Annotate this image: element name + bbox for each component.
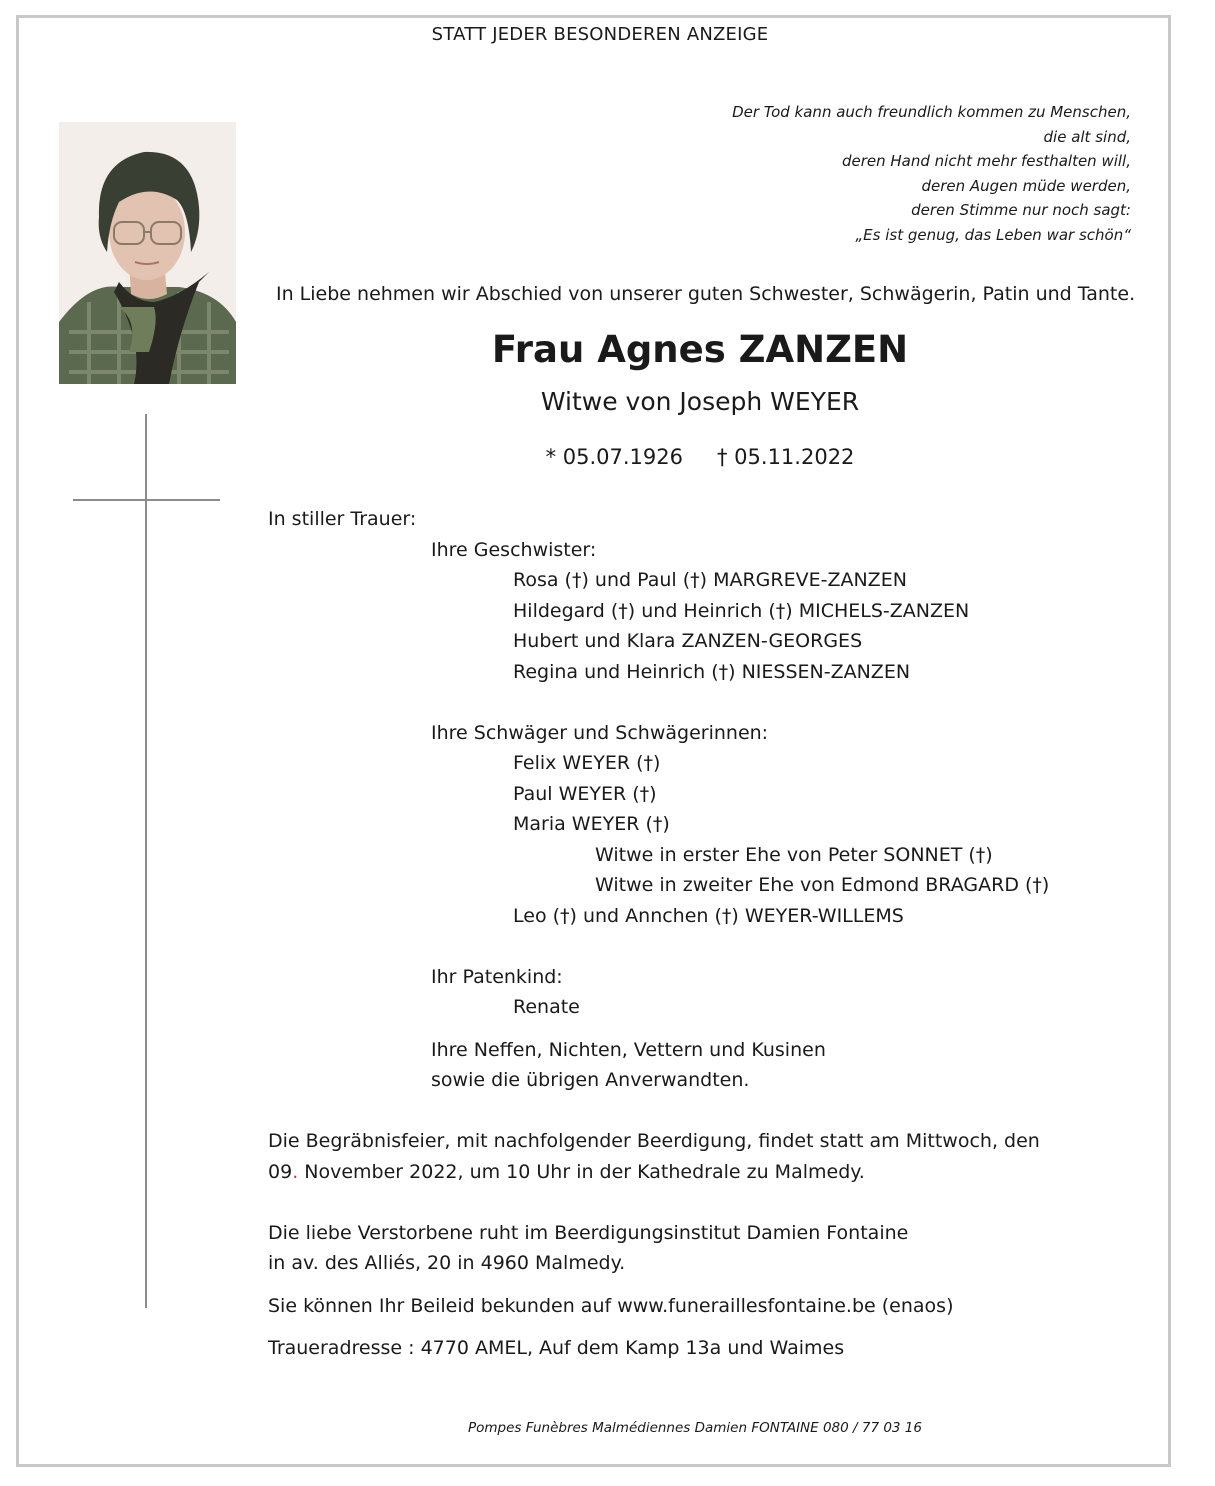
mourning-address: Traueradresse : 4770 AMEL, Auf dem Kamp 13a und Waimes [268,1337,845,1359]
resting-line: in av. des Alliés, 20 in 4960 Malmedy. [268,1252,626,1274]
poem-quote [732,100,1131,247]
funeral-line: Die Begräbnisfeier, mit nachfolgender Beerdigung, findet statt am Mittwoch, den [268,1130,1040,1152]
resting-line: Die liebe Verstorbene ruht im Beerdigungsinstitut Damien Fontaine [268,1222,909,1244]
inlaw-entry: Paul WEYER (†) [513,783,657,805]
godchild-name: Renate [513,996,580,1018]
condolence-line: Sie können Ihr Beileid bekunden auf www.funeraillesfontaine.be (enaos) [268,1295,954,1317]
relatives-line: Ihre Neffen, Nichten, Vettern und Kusinen [431,1039,826,1061]
cross-icon-bar [73,499,220,501]
quote-line: die alt sind, [1043,127,1131,146]
death-date: † 05.11.2022 [717,445,855,469]
quote-line: deren Augen müde werden, [921,176,1131,195]
quote-line: deren Stimme nur noch sagt: [911,201,1131,219]
inlaw-entry: Felix WEYER (†) [513,752,661,774]
deceased-name: Frau Agnes ZANZEN [491,328,909,371]
inlaws-heading: Ihre Schwäger und Schwägerinnen: [431,722,769,744]
relatives-line: sowie die übrigen Anverwandten. [431,1069,750,1091]
sibling-entry: Hildegard (†) und Heinrich (†) MICHELS-ZANZEN [513,600,970,622]
sibling-entry: Rosa (†) und Paul (†) MARGREVE-ZANZEN [513,569,907,591]
mourning-heading: In stiller Trauer: [268,508,417,530]
birth-date: * 05.07.1926 [545,445,683,469]
quote-line: „Es ist genug, das Leben war schön“ [855,225,1131,244]
life-dates [0,445,1215,469]
sibling-entry: Hubert und Klara ZANZEN-GEORGES [513,630,863,652]
intro-text: In Liebe nehmen wir Abschied von unserer guten Schwester, Schwägerin, Patin und Tante. [276,283,1136,305]
funeral-home-footer: Pompes Funèbres Malmédiennes Damien FONTAINE 080 / 77 03 16 [467,1420,922,1436]
godchild-heading: Ihr Patenkind: [431,966,563,988]
siblings-heading: Ihre Geschwister: [431,539,597,561]
widow-of: Witwe von Joseph WEYER [540,387,860,416]
inlaw-entry: Maria WEYER (†) [513,813,670,835]
funeral-line: 09. November 2022, um 10 Uhr in der Kathedrale zu Malmedy. [268,1161,865,1183]
notice-header: STATT JEDER BESONDEREN ANZEIGE [431,24,769,45]
sibling-entry: Regina und Heinrich (†) NIESSEN-ZANZEN [513,661,911,683]
inlaw-entry: Leo (†) und Annchen (†) WEYER-WILLEMS [513,905,904,927]
cross-icon [145,414,147,1308]
quote-line: deren Hand nicht mehr festhalten will, [841,152,1131,170]
inlaw-note: Witwe in zweiter Ehe von Edmond BRAGARD (†) [595,874,1050,896]
inlaw-note: Witwe in erster Ehe von Peter SONNET (†) [595,844,993,866]
quote-line: Der Tod kann auch freundlich kommen zu Menschen, [732,103,1131,121]
